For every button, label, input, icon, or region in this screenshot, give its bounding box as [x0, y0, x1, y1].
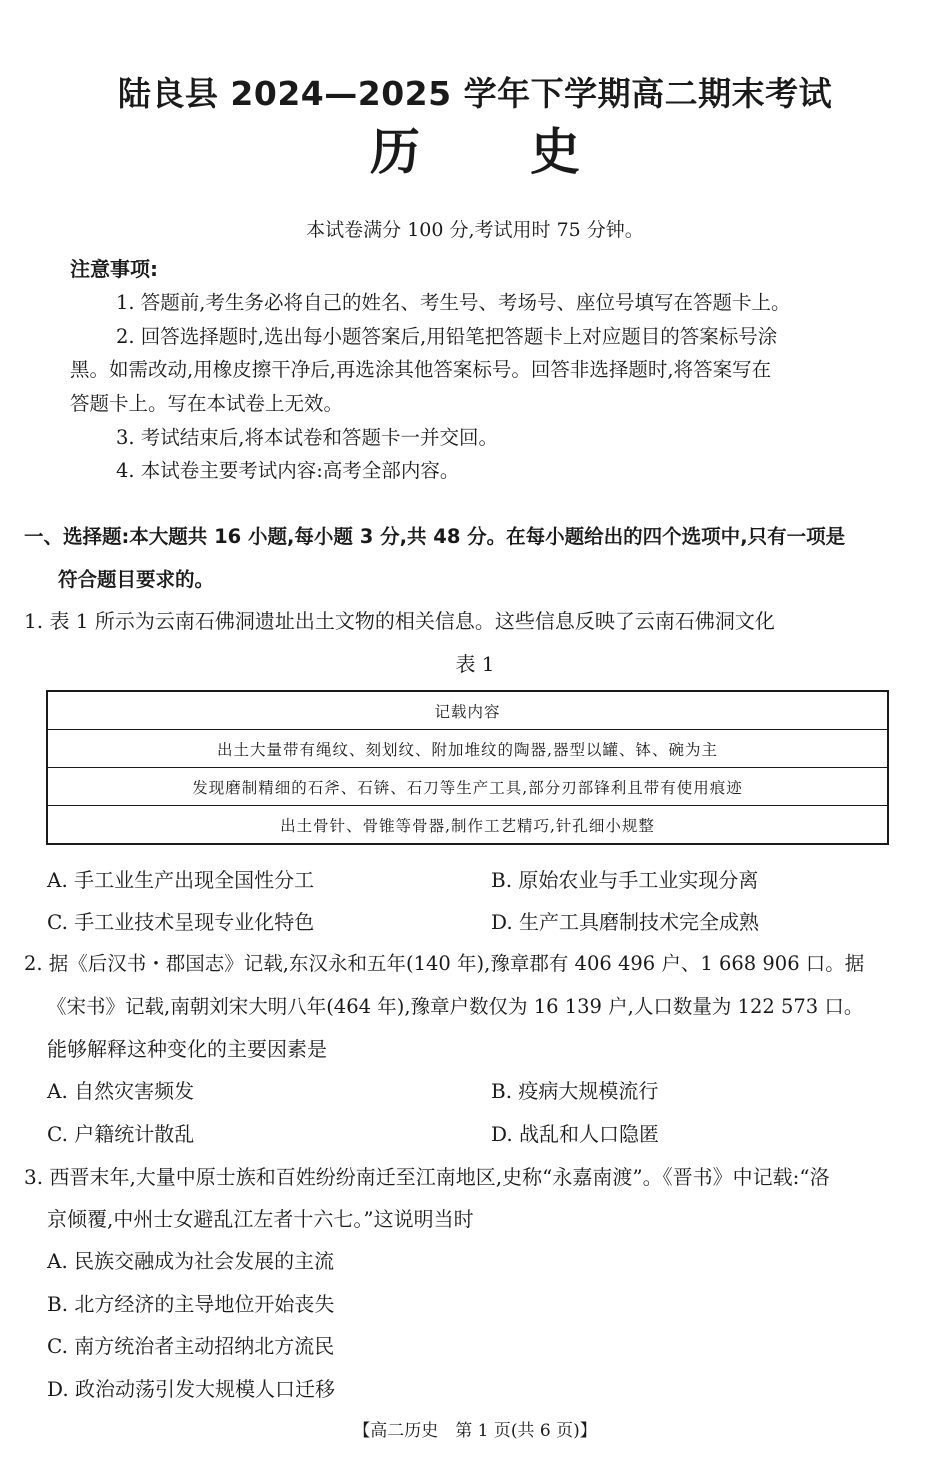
notice-heading: 注意事项: — [70, 257, 158, 281]
notice-line-5: 3. 考试结束后,将本试卷和答题卡一并交回。 — [116, 426, 499, 449]
exam-intro: 本试卷满分 100 分,考试用时 75 分钟。 — [306, 219, 644, 241]
subject-title — [0, 112, 950, 184]
section-heading-line-2: 符合题目要求的。 — [58, 568, 215, 591]
subject-char-1: 历 — [370, 123, 420, 181]
q2-option-d: D. 战乱和人口隐匿 — [491, 1122, 660, 1146]
notice-line-4: 答题卡上。写在本试卷上无效。 — [70, 392, 344, 415]
q2-option-c: C. 户籍统计散乱 — [47, 1122, 195, 1146]
q1-stem: 1. 表 1 所示为云南石佛洞遗址出土文物的相关信息。这些信息反映了云南石佛洞文化 — [24, 609, 775, 633]
q1-option-b: B. 原始农业与手工业实现分离 — [491, 868, 759, 892]
q2-stem-line-1: 2. 据《后汉书・郡国志》记载,东汉永和五年(140 年),豫章郡有 406 496 户、1 668 906 口。据 — [24, 952, 865, 975]
q3-option-d: D. 政治动荡引发大规模人口迁移 — [47, 1377, 336, 1401]
table-header-cell: 记载内容 — [434, 702, 501, 721]
notice-line-1: 1. 答题前,考生务必将自己的姓名、考生号、考场号、座位号填写在答题卡上。 — [116, 291, 791, 314]
q2-option-a: A. 自然灾害频发 — [47, 1079, 195, 1103]
q1-option-d: D. 生产工具磨制技术完全成熟 — [491, 910, 760, 934]
notice-line-6: 4. 本试卷主要考试内容:高考全部内容。 — [116, 459, 460, 482]
q2-stem-line-2: 《宋书》记载,南朝刘宋大明八年(464 年),豫章户数仅为 16 139 户,人口数量为 122 573 口。 — [47, 995, 864, 1018]
q3-option-c: C. 南方统治者主动招纳北方流民 — [47, 1334, 335, 1358]
q2-option-b: B. 疫病大规模流行 — [491, 1079, 659, 1103]
exam-title: 陆良县 2024—2025 学年下学期高二期末考试 — [117, 74, 833, 113]
q3-stem-line-2: 京倾覆,中州士女避乱江左者十六七。”这说明当时 — [47, 1207, 474, 1231]
table-row: 出土骨针、骨锥等骨器,制作工艺精巧,针孔细小规整 — [47, 806, 888, 845]
section-heading-line-1: 一、选择题:本大题共 16 小题,每小题 3 分,共 48 分。在每小题给出的四个选项中,只有一项是 — [24, 525, 846, 548]
table-caption: 表 1 — [455, 652, 495, 676]
notice-line-2: 2. 回答选择题时,选出每小题答案后,用铅笔把答题卡上对应题目的答案标号涂 — [116, 325, 778, 348]
q3-option-a: A. 民族交融成为社会发展的主流 — [47, 1249, 335, 1273]
notice-line-3: 黑。如需改动,用橡皮擦干净后,再选涂其他答案标号。回答非选择题时,将答案写在 — [70, 358, 772, 381]
table-row: 发现磨制精细的石斧、石锛、石刀等生产工具,部分刃部锋利且带有使用痕迹 — [47, 768, 888, 806]
table-row: 出土大量带有绳纹、刻划纹、附加堆纹的陶器,器型以罐、钵、碗为主 — [47, 730, 888, 768]
q2-stem-line-3: 能够解释这种变化的主要因素是 — [47, 1037, 327, 1061]
q1-option-a: A. 手工业生产出现全国性分工 — [47, 868, 315, 892]
subject-char-2: 史 — [530, 123, 580, 181]
q1-table — [46, 690, 889, 845]
q3-stem-line-1: 3. 西晋末年,大量中原士族和百姓纷纷南迁至江南地区,史称“永嘉南渡”。《晋书》中记载:“洛 — [24, 1165, 830, 1189]
page-footer: 【高二历史 第 1 页(共 6 页)】 — [353, 1421, 597, 1441]
q3-option-b: B. 北方经济的主导地位开始丧失 — [47, 1292, 335, 1316]
q1-option-c: C. 手工业技术呈现专业化特色 — [47, 910, 315, 934]
